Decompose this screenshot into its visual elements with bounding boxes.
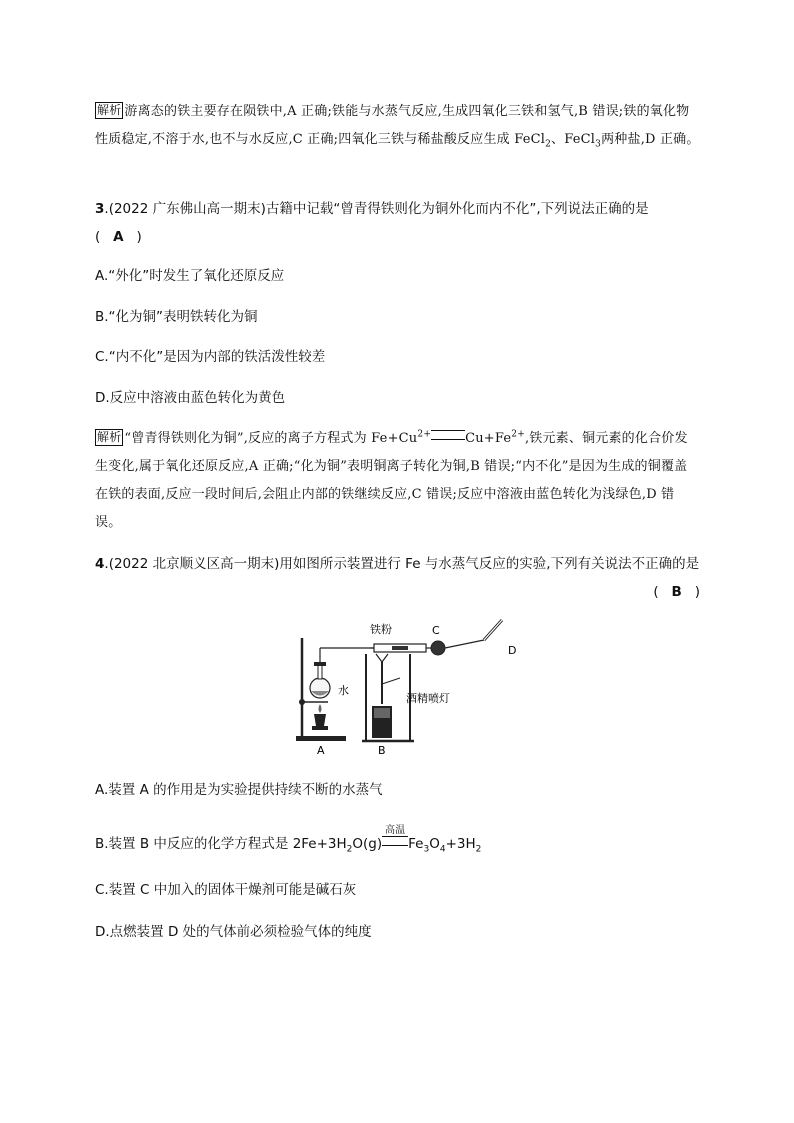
analysis-tag: 解析 bbox=[97, 103, 122, 117]
option-b: B.“化为铜”表明铁转化为铜 bbox=[95, 309, 258, 325]
charge-sup-2: 2+ bbox=[511, 429, 525, 440]
question-4-stem: .(2022 北京顺义区高一期末)用如图所示装置进行 Fe 与水蒸气反应的实验,下列有关说法不正确的是 bbox=[104, 556, 700, 572]
option-d: D.反应中溶液由蓝色转化为黄色 bbox=[95, 390, 286, 406]
analysis-1-mid: 、FeCl bbox=[551, 132, 596, 147]
answer-bracket: ( A ) bbox=[95, 229, 142, 245]
option-a: A.“外化”时发生了氧化还原反应 bbox=[95, 268, 285, 284]
analysis-2-text-3: ,铁元素、铜元素的化合价发生变化,属于氧化还原反应,A 正确;“化为铜”表明铜离子转化为铜,B 错误;“内不化”是因为生成的铜覆盖在铁的表面,反应一段时间后,会阻止内部的铁继续反应,C 错误;反应中溶液由蓝色转化为浅绿色,D 错误。 bbox=[95, 431, 688, 530]
analysis-tag: 解析 bbox=[97, 430, 122, 444]
analysis-1-text: 游离态的铁主要存在陨铁中,A 正确;铁能与水蒸气反应,生成四氧化三铁和氢气,B 错误;铁的氧化物性质稳定,不溶于水,也不与水反应,C 正确;四氧化三铁与稀盐酸反应生成 FeCl bbox=[95, 104, 690, 147]
label-d: D bbox=[508, 644, 517, 657]
charge-sup: 2+ bbox=[417, 429, 432, 440]
answer-letter: A bbox=[113, 229, 124, 245]
question-number: 3 bbox=[95, 201, 105, 217]
q4-option-b: B.装置 B 中反应的化学方程式是 $2Fe+3H_2O(g)$ 高温 $Fe_3O_4+3H_2$ bbox=[95, 834, 700, 854]
apparatus-figure bbox=[288, 618, 528, 758]
label-b: B bbox=[378, 744, 386, 757]
analysis-1 bbox=[95, 98, 700, 154]
q4-option-d: D.点燃装置 D 处的气体前必须检验气体的纯度 bbox=[95, 924, 372, 940]
q4-option-a: A.装置 A 的作用是为实验提供持续不断的水蒸气 bbox=[95, 782, 383, 798]
analysis-1-tail: 两种盐,D 正确。 bbox=[601, 132, 700, 147]
analysis-1-sub2: 3 bbox=[595, 139, 602, 150]
question-3 bbox=[95, 195, 700, 251]
analysis-2-text-2: Cu+Fe bbox=[465, 431, 512, 446]
question-number: 4 bbox=[95, 556, 105, 572]
drying-tube bbox=[431, 641, 445, 655]
label-iron-powder: 铁粉 bbox=[370, 623, 392, 636]
label-c: C bbox=[432, 624, 440, 637]
answer-bracket: ( B ) bbox=[653, 584, 700, 600]
label-lamp: 酒精喷灯 bbox=[406, 692, 450, 705]
question-3-stem: .(2022 广东佛山高一期末)古籍中记载“曾青得铁则化为铜外化而内不化”,下列说法正确的是 bbox=[104, 201, 649, 217]
analysis-2-text: “曾青得铁则化为铜”,反应的离子方程式为 Fe+Cu bbox=[124, 431, 418, 446]
burner-a bbox=[314, 714, 326, 726]
equals-arrow bbox=[431, 430, 465, 440]
label-water: 水 bbox=[338, 684, 349, 697]
answer-letter: B bbox=[671, 584, 682, 600]
question-4 bbox=[95, 550, 700, 600]
label-a: A bbox=[317, 744, 325, 757]
analysis-1-sub: 2 bbox=[545, 139, 552, 150]
option-c: C.“内不化”是因为内部的铁活泼性较差 bbox=[95, 349, 326, 365]
q4-option-c: C.装置 C 中加入的固体干燥剂可能是碱石灰 bbox=[95, 882, 357, 898]
stand-a-base bbox=[296, 736, 346, 741]
analysis-2 bbox=[95, 425, 700, 537]
condition-label: 高温 bbox=[385, 825, 406, 836]
